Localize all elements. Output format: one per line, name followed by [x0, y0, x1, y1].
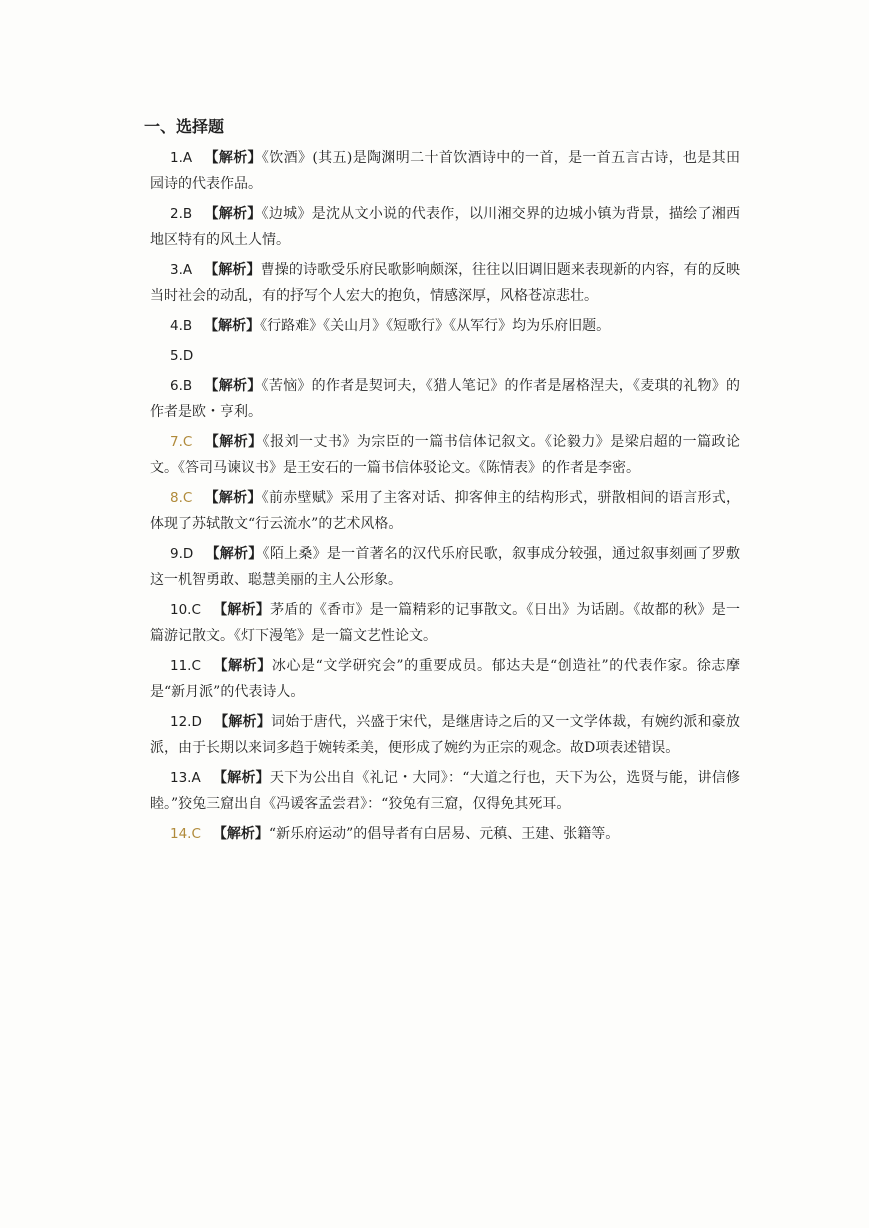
answer-number: 4.B — [170, 318, 193, 334]
answer-number: 8.C — [170, 490, 193, 506]
answer-text: 茅盾的《香市》是一篇精彩的记事散文。《日出》为话剧。《故都的秋》是一篇游记散文。《灯下漫笔》是一篇文艺性论文。 — [150, 602, 741, 644]
analysis-tag: 【解析】 — [212, 770, 270, 786]
answer-item — [150, 653, 740, 705]
answer-item — [150, 145, 740, 197]
analysis-tag: 【解析】 — [204, 318, 261, 334]
answer-text: 曹操的诗歌受乐府民歌影响颇深，往往以旧调旧题来表现新的内容，有的反映当时社会的动乱，有的抒写个人宏大的抱负，情感深厚，风格苍凉悲壮。 — [150, 262, 741, 304]
answer-number: 13.A — [170, 770, 201, 786]
analysis-tag: 【解析】 — [212, 602, 271, 618]
answer-item — [150, 429, 740, 481]
analysis-tag: 【解析】 — [204, 378, 262, 394]
answer-number: 11.C — [170, 658, 201, 674]
answer-text: 《陌上桑》是一首著名的汉代乐府民歌，叙事成分较强，通过叙事刻画了罗敷这一机智勇敢、聪慧美丽的主人公形象。 — [150, 546, 741, 588]
answer-text: 冰心是“文学研究会”的重要成员。郁达夫是“创造社”的代表作家。徐志摩是“新月派”的代表诗人。 — [150, 658, 741, 700]
answer-text: 《饮酒》(其五)是陶渊明二十首饮酒诗中的一首，是一首五言古诗，也是其田园诗的代表作品。 — [150, 150, 741, 192]
analysis-tag: 【解析】 — [204, 490, 262, 506]
answer-number: 3.A — [170, 262, 193, 278]
answer-item — [150, 373, 740, 425]
answer-number: 14.C — [170, 826, 201, 842]
answer-text: 天下为公出自《礼记・大同》：“大道之行也，天下为公，选贤与能，讲信修睦。”狡兔三窟出自《冯谖客孟尝君》：“狡兔有三窟，仅得免其死耳。 — [150, 770, 741, 812]
answer-item — [150, 709, 740, 761]
answer-number: 12.D — [170, 714, 202, 730]
analysis-tag: 【解析】 — [212, 826, 269, 842]
answer-text: 《报刘一丈书》为宗臣的一篇书信体记叙文。《论毅力》是梁启超的一篇政论文。《答司马谏议书》是王安石的一篇书信体驳论文。《陈情表》的作者是李密。 — [150, 434, 740, 476]
analysis-tag: 【解析】 — [204, 262, 261, 278]
answer-item — [150, 313, 740, 339]
answer-key — [144, 116, 741, 851]
answer-item — [150, 201, 740, 253]
section-title: 一、选择题 — [144, 117, 225, 136]
analysis-tag: 【解析】 — [213, 714, 271, 730]
analysis-tag: 【解析】 — [205, 546, 263, 562]
answer-text: 《行路难》《关山月》《短歌行》《从军行》均为乐府旧题。 — [260, 318, 611, 334]
answer-number: 9.D — [170, 546, 194, 562]
answer-number: 10.C — [170, 602, 201, 618]
analysis-tag: 【解析】 — [204, 150, 262, 166]
answer-item — [150, 597, 740, 649]
answer-text: 词始于唐代，兴盛于宋代，是继唐诗之后的又一文学体裁，有婉约派和豪放派，由于长期以来词多趋于婉转柔美，便形成了婉约为正宗的观念。故D项表述错误。 — [150, 714, 741, 756]
answer-item — [150, 485, 740, 537]
answer-number: 1.A — [170, 150, 193, 166]
answer-number: 5.D — [170, 348, 194, 364]
answer-text: 《前赤壁赋》采用了主客对话、抑客伸主的结构形式，骈散相间的语言形式，体现了苏轼散文“行云流水”的艺术风格。 — [150, 490, 740, 532]
answer-item — [150, 257, 740, 309]
answer-item — [150, 821, 740, 847]
answer-text: “新乐府运动”的倡导者有白居易、元稹、王建、张籍等。 — [268, 826, 620, 842]
answer-number: 7.C — [170, 434, 193, 450]
analysis-tag: 【解析】 — [212, 658, 272, 674]
analysis-tag: 【解析】 — [204, 206, 262, 222]
answer-number: 6.B — [170, 378, 193, 394]
answer-text: 《边城》是沈从文小说的代表作，以川湘交界的边城小镇为背景，描绘了湘西地区特有的风土人情。 — [150, 206, 741, 248]
answer-number: 2.B — [170, 206, 193, 222]
answer-item — [150, 541, 740, 593]
answer-item — [150, 765, 740, 817]
analysis-tag: 【解析】 — [204, 434, 263, 450]
answer-text: 《苦恼》的作者是契诃夫，《猎人笔记》的作者是屠格涅夫，《麦琪的礼物》的作者是欧・亨利。 — [150, 378, 740, 420]
answer-item — [150, 343, 740, 369]
